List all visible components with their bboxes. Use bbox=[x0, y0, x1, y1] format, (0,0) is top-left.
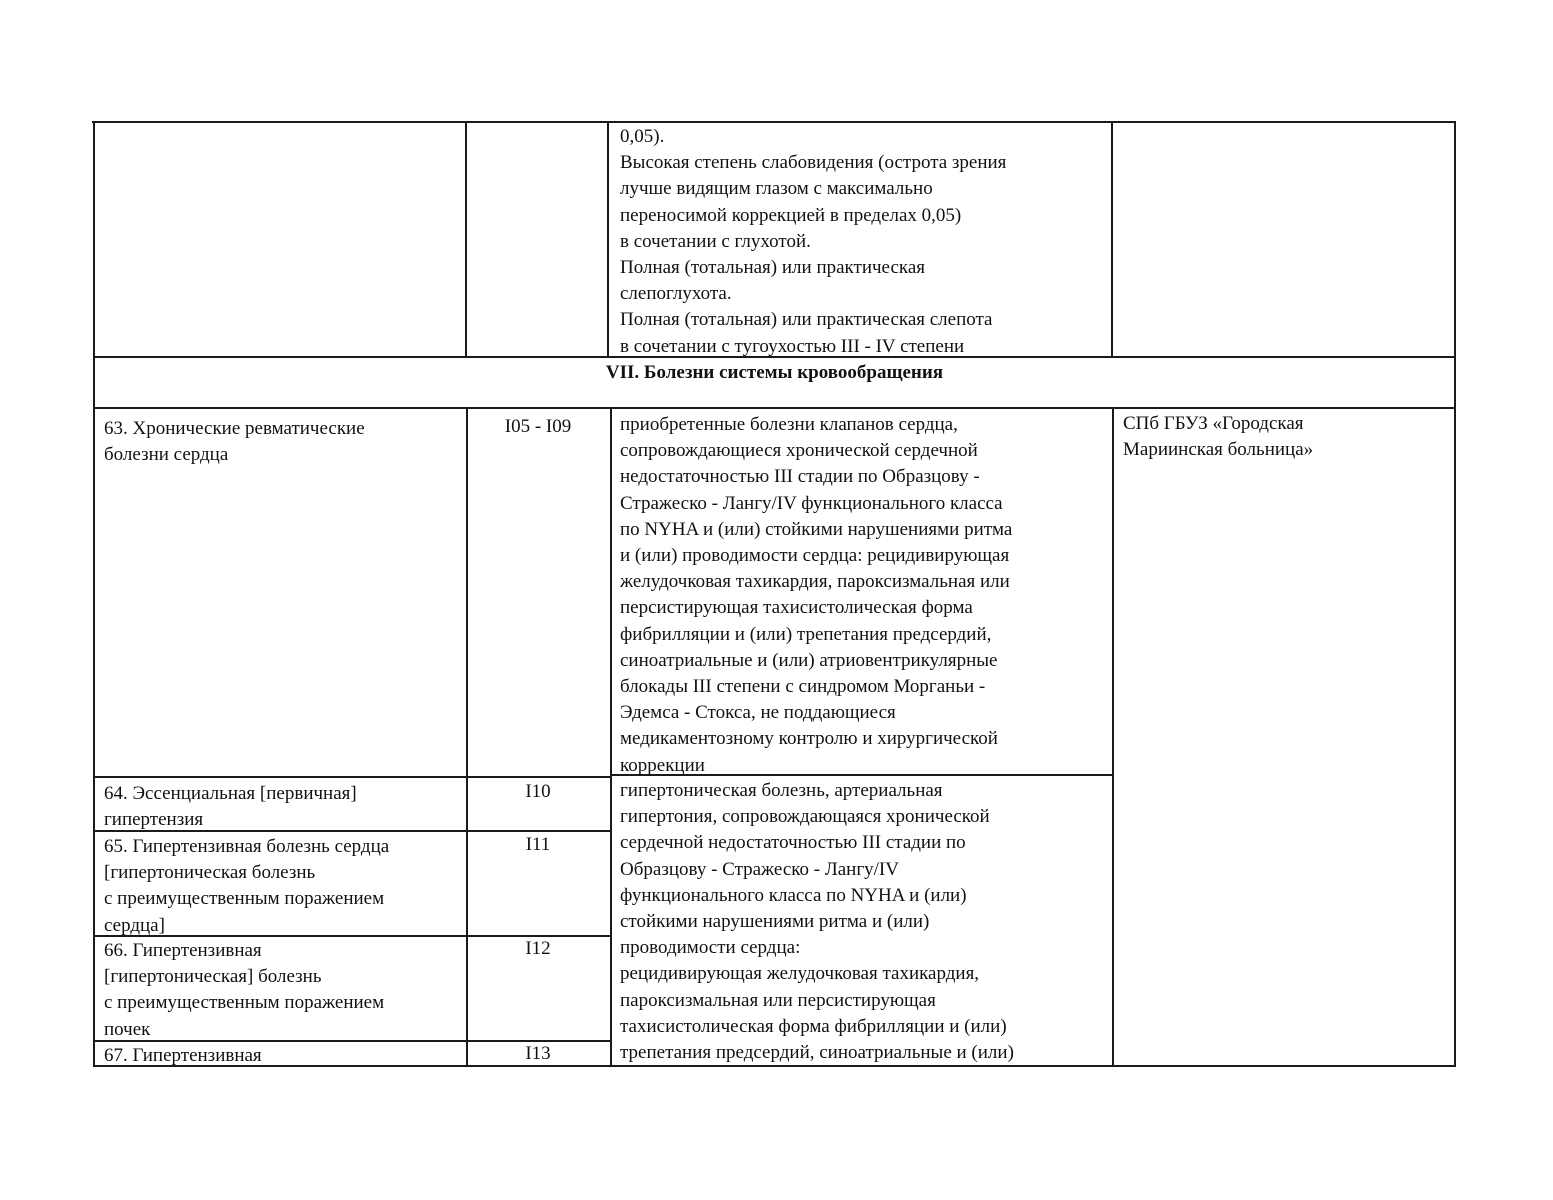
disease-63: 63. Хронические ревматические болезни сердца bbox=[104, 418, 365, 466]
institution: СПб ГБУЗ «Городская Мариинская больница» bbox=[1123, 413, 1314, 461]
table-border-left bbox=[93, 121, 95, 1067]
section-header-bottom-line bbox=[93, 407, 1456, 409]
condition-63: приобретенные болезни клапанов сердца, сопровождающиеся хронической сердечной недостаточностью III стадии по Образцову - Стражеско - Лангу/IV функционального класса по NYHA и (или) стойкими нарушениями ритма и (или) проводимости сердца: рецидивирующая желудочковая тахикардия, пароксизмальная или персистирующая тахисистолическая форма фибрилляции и (или) трепетания предсердий, синоатриальные и (или) атриовентрикулярные блокады III степени с синдромом Морганьи - Эдемса - Стокса, не поддающиеся медикаментозному контролю и хирургической коррекции bbox=[620, 414, 1013, 776]
code-63: I05 - I09 bbox=[504, 416, 572, 437]
col-divider-3-top bbox=[1111, 121, 1113, 357]
col-divider-1-top bbox=[465, 121, 467, 357]
hypertension-condition: гипертоническая болезнь, артериальная гипертония, сопровождающаяся хронической сердечной недостаточностью III стадии по Образцову - Стражеско - Лангу/IV функционального класса по NYHA и (или) стойкими нарушениями ритма и (или) проводимости сердца: рецидивирующая желудочковая тахикардия, пароксизмальная или персистирующая тахисистолическая форма фибрилляции и (или) трепетания предсердий, синоатриальные и (или) bbox=[620, 780, 1014, 1064]
row-sep-63-64 bbox=[94, 776, 612, 778]
table-border-right bbox=[1454, 121, 1456, 1065]
code-64: I10 bbox=[525, 781, 551, 802]
col-divider-2 bbox=[610, 407, 612, 1067]
code-67: I13 bbox=[525, 1043, 551, 1064]
code-65: I11 bbox=[525, 834, 551, 855]
disease-65: 65. Гипертензивная болезнь сердца [гипертоническая болезнь с преимущественным поражением сердца] bbox=[104, 836, 390, 936]
top-condition-text: 0,05). Высокая степень слабовидения (острота зрения лучше видящим глазом с максимально переносимой коррекцией в пределах 0,05) в сочетании с глухотой. Полная (тотальная) или практическая слепоглухота. Полная (тотальная) или практическая слепота в сочетании с тугоухостью III - IV степени bbox=[620, 126, 1007, 357]
disease-64: 64. Эссенциальная [первичная] гипертензия bbox=[104, 783, 357, 831]
disease-67: 67. Гипертензивная bbox=[104, 1045, 262, 1066]
col-divider-2-top bbox=[607, 121, 609, 357]
col-divider-3 bbox=[1112, 407, 1114, 1065]
col-divider-1 bbox=[466, 407, 468, 1067]
section-header: VII. Болезни системы кровообращения bbox=[605, 362, 944, 383]
table-border-top bbox=[92, 121, 1456, 123]
code-66: I12 bbox=[525, 938, 551, 959]
disease-66: 66. Гипертензивная [гипертоническая] болезнь с преимущественным поражением почек bbox=[104, 940, 385, 1040]
